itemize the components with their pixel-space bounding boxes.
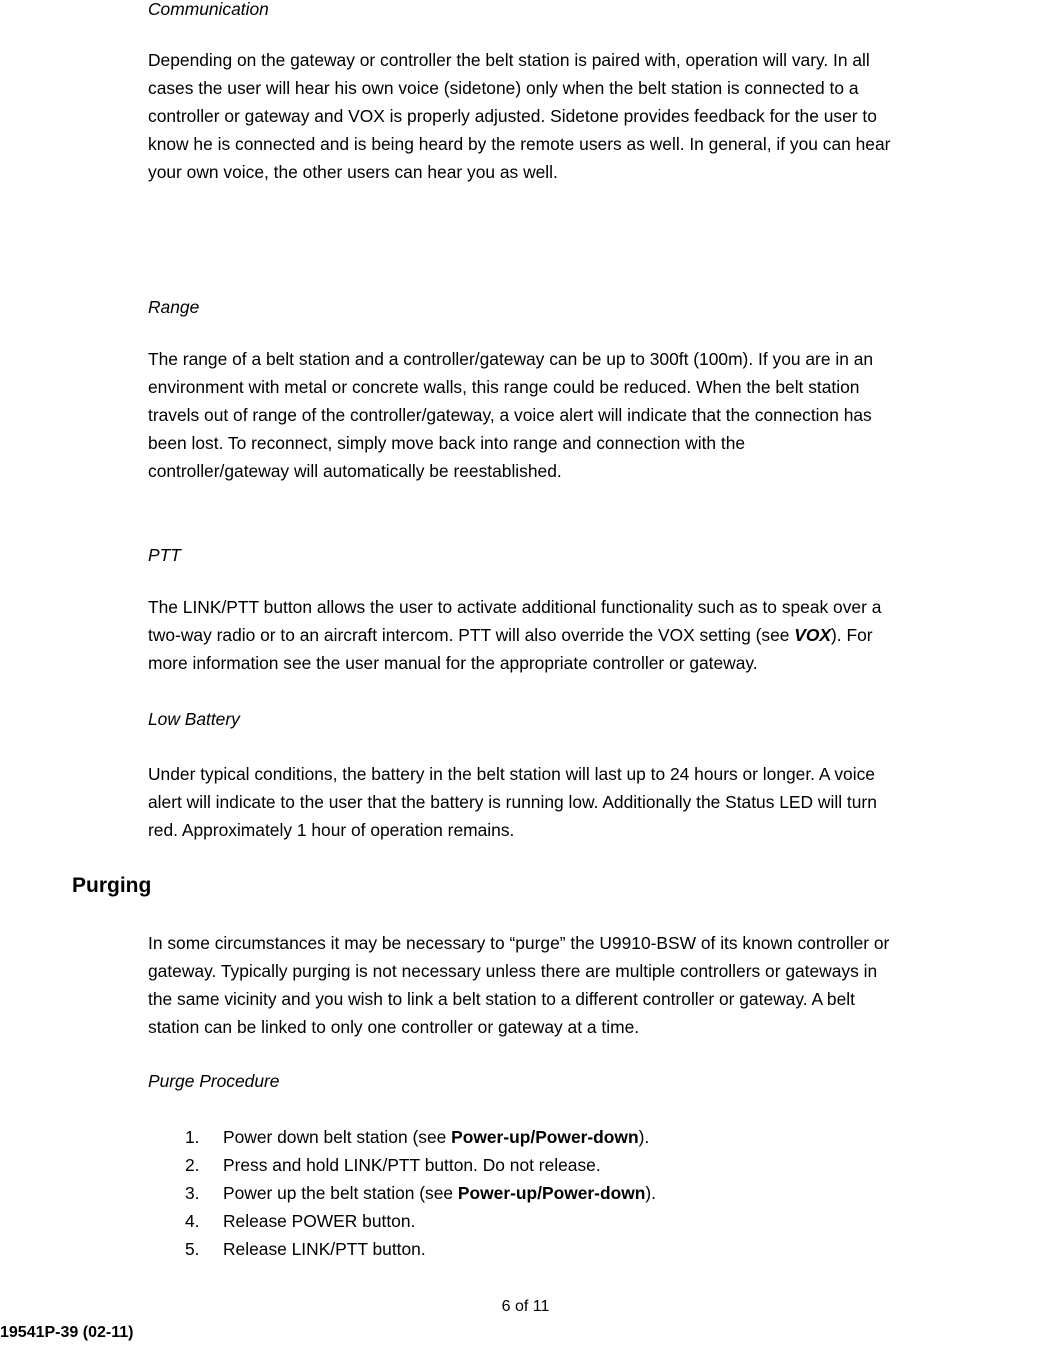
step-number: 5. [185, 1239, 200, 1259]
step-number: 4. [185, 1211, 200, 1231]
purging-line: station can be linked to only one controller or gateway at a time. [148, 1017, 640, 1037]
power-up-down-reference: Power-up/Power-down [457, 1183, 646, 1203]
section-heading-ptt: PTT [148, 545, 181, 565]
step-text: Release LINK/PTT button. [223, 1239, 426, 1259]
purge-procedure-heading: Purge Procedure [148, 1071, 280, 1091]
step-text: Press and hold LINK/PTT button. Do not release. [223, 1155, 601, 1175]
purging-line: In some circumstances it may be necessary to “purge” the U9910-BSW of its known controller or [148, 933, 890, 953]
low-battery-line: red. Approximately 1 hour of operation remains. [148, 820, 515, 840]
communication-line: your own voice, the other users can hear you as well. [148, 162, 558, 182]
purge-step [185, 1179, 656, 1207]
purging-line: gateway. Typically purging is not necessary unless there are multiple controllers or gateways in [148, 961, 878, 981]
step-text: Power down belt station (see [223, 1127, 452, 1147]
step-number: 1. [185, 1127, 200, 1147]
low-battery-line: alert will indicate to the user that the battery is running low. Additionally the Status LED will turn [148, 792, 877, 812]
range-line: travels out of range of the controller/gateway, a voice alert will indicate that the connection has [148, 405, 872, 425]
range-line: environment with metal or concrete walls, this range could be reduced. When the belt station [148, 377, 860, 397]
communication-line: controller or gateway and VOX is properly adjusted. Sidetone provides feedback for the user to [148, 106, 877, 126]
section-heading-range: Range [148, 297, 200, 317]
range-line: been lost. To reconnect, simply move back into range and connection with the [148, 433, 746, 453]
step-text: Power up the belt station (see [223, 1183, 458, 1203]
step-number: 2. [185, 1155, 200, 1175]
page-number: 6 of 11 [501, 1298, 550, 1315]
vox-reference: VOX [794, 625, 832, 645]
section-heading-low-battery: Low Battery [148, 709, 240, 729]
document-id: 19541P-39 (02-11) [0, 1324, 134, 1341]
range-line: controller/gateway will automatically be reestablished. [148, 461, 562, 481]
communication-line: cases the user will hear his own voice (sidetone) only when the belt station is connected to a [148, 78, 859, 98]
ptt-line-text: two-way radio or to an aircraft intercom. PTT will also override the VOX setting (see [148, 625, 795, 645]
communication-line: know he is connected and is being heard by the remote users as well. In general, if you can hear [148, 134, 891, 154]
step-text: ). [645, 1183, 656, 1203]
range-line: The range of a belt station and a controller/gateway can be up to 300ft (100m). If you are in an [148, 349, 874, 369]
section-heading-communication: Communication [148, 0, 269, 19]
ptt-line: The LINK/PTT button allows the user to activate additional functionality such as to speak over a [148, 597, 882, 617]
ptt-line: more information see the user manual for the appropriate controller or gateway. [148, 653, 758, 673]
step-text: ). [638, 1127, 650, 1147]
ptt-line-text: ). For [831, 625, 873, 645]
section-heading-purging: Purging [72, 874, 152, 897]
low-battery-line: Under typical conditions, the battery in the belt station will last up to 24 hours or longer. A voice [148, 764, 875, 784]
purge-step [185, 1207, 415, 1235]
power-up-down-reference: Power-up/Power-down [451, 1127, 639, 1147]
communication-line: Depending on the gateway or controller the belt station is paired with, operation will vary. In all [148, 50, 870, 70]
purge-step [185, 1151, 601, 1179]
purging-line: the same vicinity and you wish to link a belt station to a different controller or gateway. A belt [148, 989, 855, 1009]
purge-step [185, 1235, 426, 1263]
step-number: 3. [185, 1183, 200, 1203]
ptt-line [148, 621, 873, 649]
purge-step [185, 1123, 649, 1151]
step-text: Release POWER button. [223, 1211, 416, 1231]
